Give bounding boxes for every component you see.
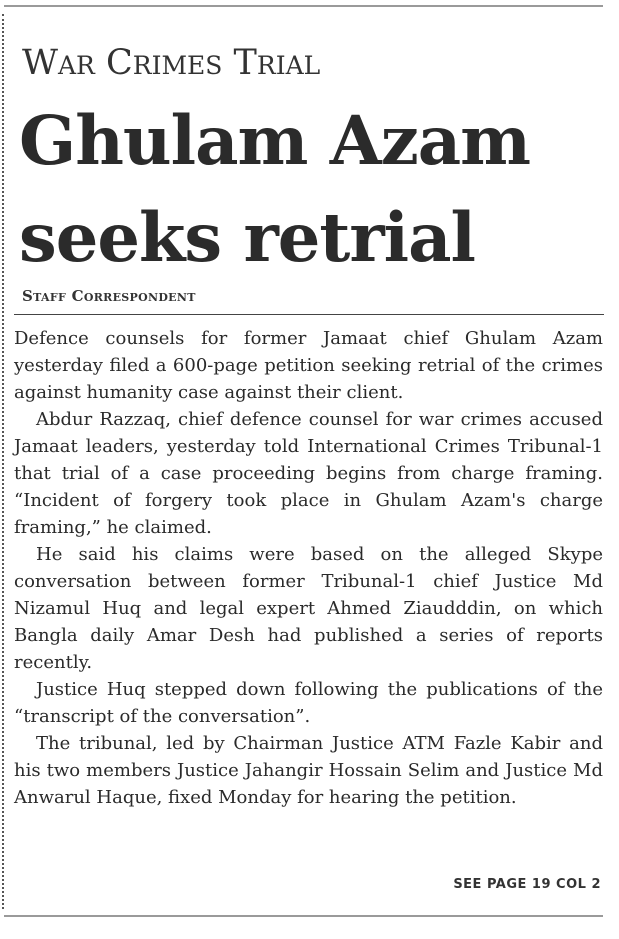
paragraph-3: He said his claims were based on the alleged Skype conversation between former Tribunal-1 chief Justice Md Nizamul Huq and legal expert Ahmed Ziaudddin, on which Bangla daily Amar Desh had published a series of reports recently. — [14, 544, 603, 673]
top-rule — [4, 5, 603, 7]
paragraph-1: Defence counsels for former Jamaat chief Ghulam Azam yesterday filed a 600-page petition seeking retrial of the crimes against humanity case against their client. — [14, 328, 603, 403]
paragraph-5: The tribunal, led by Chairman Justice ATM Fazle Kabir and his two members Justice Jahangir Hossain Selim and Justice Md Anwarul Haque, fixed Monday for hearing the petition. — [14, 733, 603, 808]
headline-line-1: Ghulam Azam — [19, 101, 531, 180]
paragraph-2: Abdur Razzaq, chief defence counsel for war crimes accused Jamaat leaders, yesterday told International Crimes Tribunal-1 that trial of a case proceeding begins from charge framing. “Incident of forgery took place in Ghulam Azam's charge framing,” he claimed. — [14, 409, 603, 538]
byline-rule — [14, 314, 604, 315]
paragraph-4: Justice Huq stepped down following the publications of the “transcript of the conversation”. — [14, 679, 603, 727]
continuation-jump-line: SEE PAGE 19 COL 2 — [453, 877, 601, 892]
column-dotted-border — [2, 14, 4, 909]
headline-line-2: seeks retrial — [19, 198, 475, 277]
byline — [22, 287, 196, 305]
kicker: War Crimes Trial — [22, 43, 321, 83]
byline-text: Staff Correspondent — [22, 287, 196, 305]
article-body — [14, 325, 603, 811]
bottom-rule — [4, 915, 603, 917]
headline — [19, 92, 530, 286]
